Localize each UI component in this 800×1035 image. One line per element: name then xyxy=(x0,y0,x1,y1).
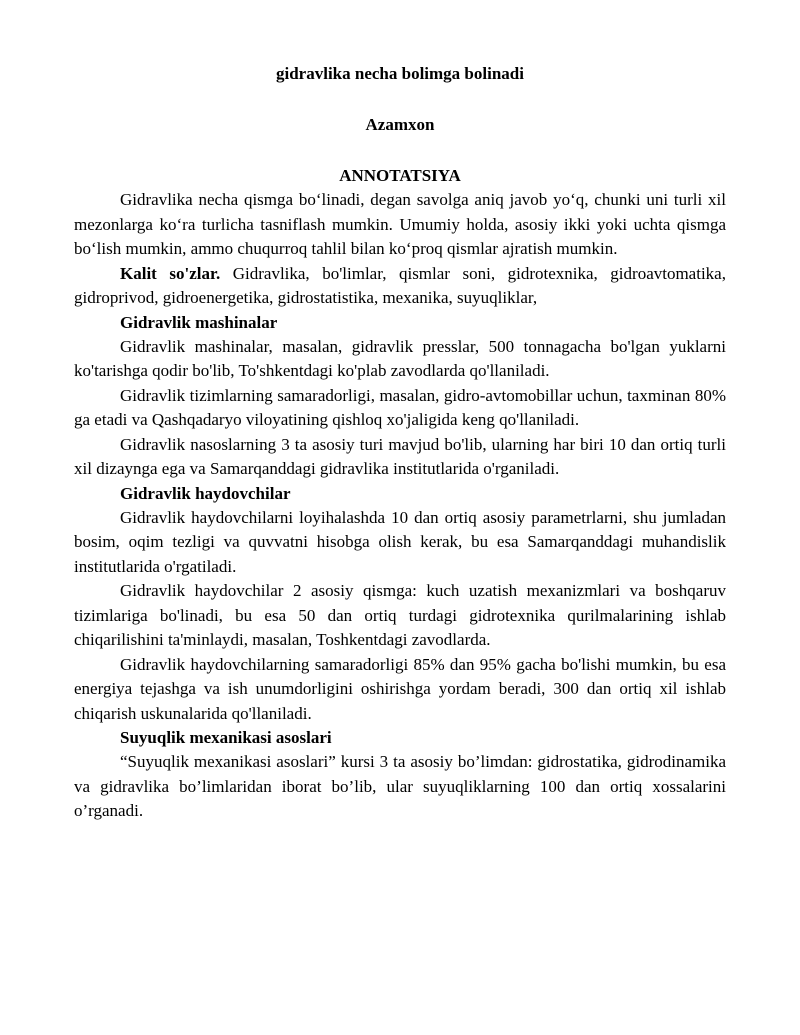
keywords-text: Gidravlika, bo'limlar, qismlar soni, gidrotexnika, gidroavtomatika, gidroprivod, gidroenergetika, gidrostatistika, mexanika, suyuqliklar, xyxy=(74,263,726,307)
section-paragraph: “Suyuqlik mexanikasi asoslari” kursi 3 ta asosiy bo’limdan: gidrostatika, gidrodinamika va gidravlika bo’limlaridan iborat bo’lib, ular suyuqliklarning 100 dan ortiq xossalarini o’rganadi. xyxy=(74,752,726,820)
section-paragraph: Gidravlik nasoslarning 3 ta asosiy turi mavjud bo'lib, ularning har biri 10 dan ortiq turli xil dizaynga ega va Samarqanddagi gidravlika institutlarida o'rganiladi. xyxy=(74,434,726,478)
section-paragraph: Gidravlik haydovchilarni loyihalashda 10 dan ortiq asosiy parametrlarni, shu jumladan bosim, oqim tezligi va quvvatni hisobga olish kerak, bu esa Samarqanddagi muhandislik institutlarida o'rgatiladi. xyxy=(74,507,726,576)
section-paragraph: Gidravlik mashinalar, masalan, gidravlik presslar, 500 tonnagacha bo'lgan yuklarni ko'tarishga qodir bo'lib, To'shkentdagi ko'plab zavodlarda qo'llaniladi. xyxy=(74,336,726,380)
section-heading-gidravlik-haydovchilar: Gidravlik haydovchilar xyxy=(120,483,291,503)
author-name: Azamxon xyxy=(365,115,435,134)
keywords-paragraph xyxy=(74,262,726,311)
section-heading-suyuqlik-mexanikasi: Suyuqlik mexanikasi asoslari xyxy=(120,728,332,747)
section-paragraph: Gidravlik haydovchilarning samaradorligi 85% dan 95% gacha bo'lishi mumkin, bu esa energiya tejashga va ish unumdorligini oshirishga yordam beradi, 300 dan ortiq xil ishlab chiqarish uskunalarida qo'llaniladi. xyxy=(74,654,726,723)
section-paragraph: Gidravlik tizimlarning samaradorligi, masalan, gidro-avtomobillar uchun, taxminan 80% ga etadi va Qashqadaryo viloyatining qishloq xo'jaligida keng qo'llaniladi. xyxy=(74,385,726,429)
section-heading-gidravlik-mashinalar: Gidravlik mashinalar xyxy=(120,312,278,332)
keywords-label: Kalit so'zlar. xyxy=(120,263,221,283)
section-paragraph: Gidravlik haydovchilar 2 asosiy qismga: kuch uzatish mexanizmlari va boshqaruv tizimlariga bo'linadi, bu esa 50 dan ortiq turdagi gidrotexnika qurilmalarining ishlab chiqarilishini ta'minlaydi, masalan, Toshkentdagi zavodlarda. xyxy=(74,581,726,649)
annotation-heading: ANNOTATSIYA xyxy=(339,166,461,185)
annotation-text: Gidravlika necha qismga bo‘linadi, degan savolga aniq javob yo‘q, chunki uni turli xil mezonlarga ko‘ra turlicha tasniflash mumkin. Umumiy holda, asosiy ikki yoki uchta qismga bo‘lish mumkin, ammo chuqurroq tahlil bilan ko‘proq qismlar ajratish mumkin. xyxy=(74,190,726,258)
document-title: gidravlika necha bolimga bolinadi xyxy=(276,64,524,83)
document-page xyxy=(74,62,726,824)
